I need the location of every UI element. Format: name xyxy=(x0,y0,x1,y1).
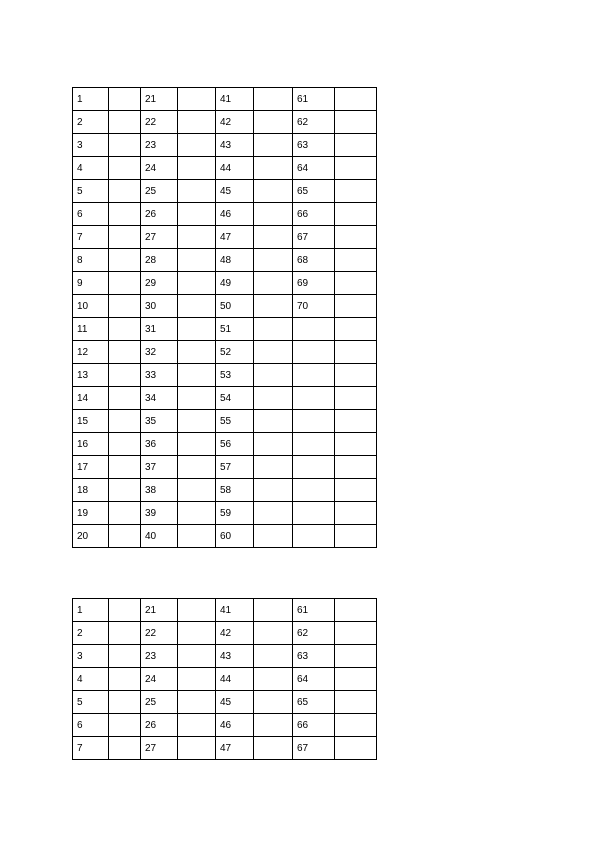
number-cell: 61 xyxy=(293,599,335,622)
number-cell: 66 xyxy=(293,714,335,737)
number-cell: 20 xyxy=(73,525,109,548)
entry-cell[interactable] xyxy=(109,714,141,737)
entry-cell[interactable] xyxy=(109,134,141,157)
number-cell: 63 xyxy=(293,134,335,157)
entry-cell[interactable] xyxy=(178,691,216,714)
number-cell: 57 xyxy=(216,456,254,479)
table-row xyxy=(73,180,377,203)
entry-cell[interactable] xyxy=(178,599,216,622)
number-cell: 55 xyxy=(216,410,254,433)
number-cell: 2 xyxy=(73,622,109,645)
entry-cell[interactable] xyxy=(178,226,216,249)
number-cell: 25 xyxy=(141,180,178,203)
number-cell: 61 xyxy=(293,88,335,111)
entry-cell[interactable] xyxy=(109,295,141,318)
entry-cell[interactable] xyxy=(254,645,293,668)
entry-cell[interactable] xyxy=(254,714,293,737)
entry-cell[interactable] xyxy=(335,525,377,548)
number-cell: 2 xyxy=(73,111,109,134)
number-cell: 42 xyxy=(216,111,254,134)
table-row xyxy=(73,157,377,180)
number-cell: 1 xyxy=(73,88,109,111)
entry-cell[interactable] xyxy=(109,645,141,668)
number-cell: 25 xyxy=(141,691,178,714)
number-cell xyxy=(293,387,335,410)
number-grid-table-2 xyxy=(72,598,377,760)
number-cell: 3 xyxy=(73,645,109,668)
entry-cell[interactable] xyxy=(109,249,141,272)
entry-cell[interactable] xyxy=(254,111,293,134)
table-row xyxy=(73,668,377,691)
table-row xyxy=(73,737,377,760)
entry-cell[interactable] xyxy=(254,456,293,479)
number-cell: 27 xyxy=(141,737,178,760)
entry-cell[interactable] xyxy=(254,479,293,502)
number-cell: 32 xyxy=(141,341,178,364)
entry-cell[interactable] xyxy=(109,318,141,341)
number-cell: 65 xyxy=(293,691,335,714)
entry-cell[interactable] xyxy=(254,433,293,456)
table-row xyxy=(73,502,377,525)
entry-cell[interactable] xyxy=(335,226,377,249)
entry-cell[interactable] xyxy=(178,387,216,410)
number-cell: 30 xyxy=(141,295,178,318)
number-cell: 48 xyxy=(216,249,254,272)
entry-cell[interactable] xyxy=(335,318,377,341)
number-cell: 52 xyxy=(216,341,254,364)
entry-cell[interactable] xyxy=(254,295,293,318)
table-row xyxy=(73,622,377,645)
number-cell: 35 xyxy=(141,410,178,433)
entry-cell[interactable] xyxy=(335,180,377,203)
entry-cell[interactable] xyxy=(109,180,141,203)
number-cell xyxy=(293,318,335,341)
table-row xyxy=(73,134,377,157)
number-cell: 19 xyxy=(73,502,109,525)
number-cell: 18 xyxy=(73,479,109,502)
entry-cell[interactable] xyxy=(254,668,293,691)
number-cell: 7 xyxy=(73,226,109,249)
entry-cell[interactable] xyxy=(335,272,377,295)
number-cell: 23 xyxy=(141,134,178,157)
entry-cell[interactable] xyxy=(335,433,377,456)
number-cell: 26 xyxy=(141,203,178,226)
number-cell: 22 xyxy=(141,622,178,645)
number-cell: 62 xyxy=(293,622,335,645)
number-cell: 3 xyxy=(73,134,109,157)
entry-cell[interactable] xyxy=(178,157,216,180)
number-cell: 5 xyxy=(73,691,109,714)
entry-cell[interactable] xyxy=(254,203,293,226)
entry-cell[interactable] xyxy=(335,479,377,502)
number-cell: 12 xyxy=(73,341,109,364)
table-row xyxy=(73,714,377,737)
table-row xyxy=(73,479,377,502)
table-row xyxy=(73,295,377,318)
number-cell: 51 xyxy=(216,318,254,341)
entry-cell[interactable] xyxy=(254,249,293,272)
number-cell: 11 xyxy=(73,318,109,341)
entry-cell[interactable] xyxy=(335,502,377,525)
entry-cell[interactable] xyxy=(109,433,141,456)
entry-cell[interactable] xyxy=(109,203,141,226)
number-cell: 70 xyxy=(293,295,335,318)
entry-cell[interactable] xyxy=(335,599,377,622)
entry-cell[interactable] xyxy=(178,479,216,502)
entry-cell[interactable] xyxy=(178,180,216,203)
number-cell: 39 xyxy=(141,502,178,525)
number-cell: 15 xyxy=(73,410,109,433)
entry-cell[interactable] xyxy=(178,318,216,341)
number-cell: 45 xyxy=(216,180,254,203)
entry-cell[interactable] xyxy=(335,714,377,737)
entry-cell[interactable] xyxy=(254,525,293,548)
number-cell: 46 xyxy=(216,203,254,226)
number-cell: 43 xyxy=(216,645,254,668)
table-row xyxy=(73,364,377,387)
number-cell: 59 xyxy=(216,502,254,525)
number-cell: 47 xyxy=(216,226,254,249)
entry-cell[interactable] xyxy=(335,364,377,387)
entry-cell[interactable] xyxy=(254,364,293,387)
entry-cell[interactable] xyxy=(335,410,377,433)
number-cell xyxy=(293,341,335,364)
entry-cell[interactable] xyxy=(178,714,216,737)
number-cell: 49 xyxy=(216,272,254,295)
number-cell: 26 xyxy=(141,714,178,737)
number-cell: 47 xyxy=(216,737,254,760)
number-cell xyxy=(293,364,335,387)
number-cell: 46 xyxy=(216,714,254,737)
number-cell: 22 xyxy=(141,111,178,134)
table-row xyxy=(73,456,377,479)
number-cell: 37 xyxy=(141,456,178,479)
number-cell: 67 xyxy=(293,226,335,249)
entry-cell[interactable] xyxy=(109,456,141,479)
number-cell: 4 xyxy=(73,157,109,180)
entry-cell[interactable] xyxy=(178,249,216,272)
entry-cell[interactable] xyxy=(254,691,293,714)
entry-cell[interactable] xyxy=(109,479,141,502)
entry-cell[interactable] xyxy=(335,737,377,760)
number-cell: 8 xyxy=(73,249,109,272)
number-cell: 43 xyxy=(216,134,254,157)
entry-cell[interactable] xyxy=(178,410,216,433)
number-cell xyxy=(293,479,335,502)
number-cell: 53 xyxy=(216,364,254,387)
number-cell: 45 xyxy=(216,691,254,714)
number-cell: 24 xyxy=(141,157,178,180)
number-cell: 56 xyxy=(216,433,254,456)
entry-cell[interactable] xyxy=(335,111,377,134)
number-cell xyxy=(293,433,335,456)
entry-cell[interactable] xyxy=(335,668,377,691)
entry-cell[interactable] xyxy=(109,737,141,760)
entry-cell[interactable] xyxy=(178,295,216,318)
entry-cell[interactable] xyxy=(335,645,377,668)
entry-cell[interactable] xyxy=(109,387,141,410)
number-cell: 1 xyxy=(73,599,109,622)
entry-cell[interactable] xyxy=(178,525,216,548)
table-row xyxy=(73,318,377,341)
number-cell xyxy=(293,525,335,548)
entry-cell[interactable] xyxy=(109,622,141,645)
entry-cell[interactable] xyxy=(178,88,216,111)
number-cell: 60 xyxy=(216,525,254,548)
entry-cell[interactable] xyxy=(254,622,293,645)
number-cell: 64 xyxy=(293,668,335,691)
entry-cell[interactable] xyxy=(178,111,216,134)
table-row xyxy=(73,410,377,433)
number-cell: 10 xyxy=(73,295,109,318)
entry-cell[interactable] xyxy=(335,157,377,180)
entry-cell[interactable] xyxy=(109,668,141,691)
number-cell: 62 xyxy=(293,111,335,134)
number-cell: 16 xyxy=(73,433,109,456)
entry-cell[interactable] xyxy=(254,410,293,433)
entry-cell[interactable] xyxy=(335,249,377,272)
number-cell: 29 xyxy=(141,272,178,295)
number-cell: 6 xyxy=(73,203,109,226)
entry-cell[interactable] xyxy=(335,134,377,157)
number-cell: 24 xyxy=(141,668,178,691)
entry-cell[interactable] xyxy=(109,691,141,714)
entry-cell[interactable] xyxy=(109,226,141,249)
entry-cell[interactable] xyxy=(109,341,141,364)
number-cell: 66 xyxy=(293,203,335,226)
number-cell: 14 xyxy=(73,387,109,410)
entry-cell[interactable] xyxy=(109,272,141,295)
entry-cell[interactable] xyxy=(109,599,141,622)
entry-cell[interactable] xyxy=(178,622,216,645)
number-cell: 68 xyxy=(293,249,335,272)
entry-cell[interactable] xyxy=(335,387,377,410)
entry-cell[interactable] xyxy=(335,341,377,364)
number-cell: 21 xyxy=(141,599,178,622)
entry-cell[interactable] xyxy=(254,387,293,410)
table-row xyxy=(73,341,377,364)
entry-cell[interactable] xyxy=(109,88,141,111)
number-cell: 34 xyxy=(141,387,178,410)
entry-cell[interactable] xyxy=(178,645,216,668)
entry-cell[interactable] xyxy=(335,295,377,318)
entry-cell[interactable] xyxy=(335,691,377,714)
table-row xyxy=(73,525,377,548)
number-cell: 33 xyxy=(141,364,178,387)
table-row xyxy=(73,599,377,622)
number-cell: 69 xyxy=(293,272,335,295)
entry-cell[interactable] xyxy=(254,502,293,525)
entry-cell[interactable] xyxy=(109,364,141,387)
number-cell: 41 xyxy=(216,599,254,622)
entry-cell[interactable] xyxy=(109,157,141,180)
table-row xyxy=(73,272,377,295)
entry-cell[interactable] xyxy=(178,502,216,525)
table-row xyxy=(73,249,377,272)
entry-cell[interactable] xyxy=(178,203,216,226)
table-row xyxy=(73,226,377,249)
entry-cell[interactable] xyxy=(178,272,216,295)
number-cell: 9 xyxy=(73,272,109,295)
number-cell: 36 xyxy=(141,433,178,456)
entry-cell[interactable] xyxy=(178,456,216,479)
number-cell xyxy=(293,502,335,525)
entry-cell[interactable] xyxy=(178,364,216,387)
entry-cell[interactable] xyxy=(335,622,377,645)
number-cell: 6 xyxy=(73,714,109,737)
entry-cell[interactable] xyxy=(254,737,293,760)
number-cell: 42 xyxy=(216,622,254,645)
number-cell: 50 xyxy=(216,295,254,318)
number-cell: 31 xyxy=(141,318,178,341)
entry-cell[interactable] xyxy=(254,272,293,295)
entry-cell[interactable] xyxy=(335,88,377,111)
number-cell: 23 xyxy=(141,645,178,668)
entry-cell[interactable] xyxy=(109,111,141,134)
entry-cell[interactable] xyxy=(109,525,141,548)
entry-cell[interactable] xyxy=(254,134,293,157)
number-cell: 65 xyxy=(293,180,335,203)
entry-cell[interactable] xyxy=(254,157,293,180)
table-row xyxy=(73,433,377,456)
number-cell xyxy=(293,456,335,479)
number-cell: 21 xyxy=(141,88,178,111)
number-cell: 44 xyxy=(216,668,254,691)
number-cell: 38 xyxy=(141,479,178,502)
number-cell: 63 xyxy=(293,645,335,668)
entry-cell[interactable] xyxy=(178,134,216,157)
entry-cell[interactable] xyxy=(178,433,216,456)
table-row xyxy=(73,88,377,111)
entry-cell[interactable] xyxy=(178,668,216,691)
entry-cell[interactable] xyxy=(254,341,293,364)
number-cell: 5 xyxy=(73,180,109,203)
number-cell: 13 xyxy=(73,364,109,387)
entry-cell[interactable] xyxy=(335,203,377,226)
number-cell: 17 xyxy=(73,456,109,479)
entry-cell[interactable] xyxy=(335,456,377,479)
entry-cell[interactable] xyxy=(254,599,293,622)
entry-cell[interactable] xyxy=(109,410,141,433)
number-grid-table-1 xyxy=(72,87,377,548)
number-cell: 41 xyxy=(216,88,254,111)
number-cell: 28 xyxy=(141,249,178,272)
number-cell: 27 xyxy=(141,226,178,249)
entry-cell[interactable] xyxy=(254,88,293,111)
table-row xyxy=(73,691,377,714)
table-row xyxy=(73,387,377,410)
entry-cell[interactable] xyxy=(254,180,293,203)
number-cell: 64 xyxy=(293,157,335,180)
table-row xyxy=(73,645,377,668)
table-row xyxy=(73,111,377,134)
number-cell xyxy=(293,410,335,433)
entry-cell[interactable] xyxy=(254,318,293,341)
entry-cell[interactable] xyxy=(178,341,216,364)
number-cell: 4 xyxy=(73,668,109,691)
table-row xyxy=(73,203,377,226)
number-cell: 54 xyxy=(216,387,254,410)
entry-cell[interactable] xyxy=(109,502,141,525)
entry-cell[interactable] xyxy=(178,737,216,760)
number-cell: 67 xyxy=(293,737,335,760)
number-cell: 7 xyxy=(73,737,109,760)
number-cell: 40 xyxy=(141,525,178,548)
number-cell: 44 xyxy=(216,157,254,180)
number-cell: 58 xyxy=(216,479,254,502)
entry-cell[interactable] xyxy=(254,226,293,249)
